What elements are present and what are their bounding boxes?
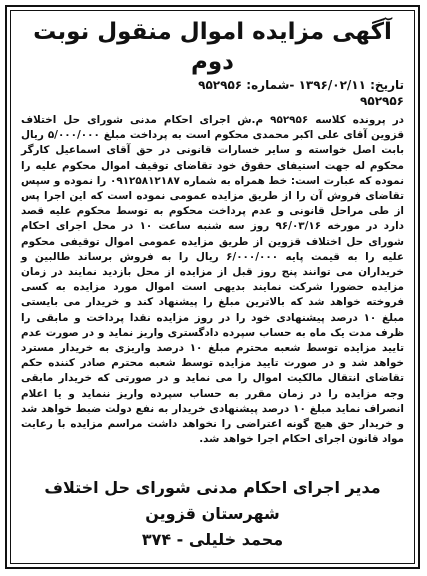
notice-body: در پرونده کلاسه ۹۵۲۹۵۶ م.ش اجرای احکام مدنی شورای حل اختلاف قزوین آقای علی اکبر محمدی محکوم است به پرداخت مبلغ ۵/۰۰۰/۰۰۰ ریال بابت اصل خواسته و سایر خسارات قانونی در حق آقای اسماعیل کارگر محکوم له جهت استیفای حقوق خود تقاضای توقیف اموال محکوم علیه را نموده که عبارت است: خط همراه به شماره ۰۹۱۲۵۸۱۲۱۸۷ را نموده و سپس تقاضای فروش آن را از طریق مزایده عمومی نموده است که این اجرا پس از طی مراحل قانونی و عدم پرداخت محکوم به توسط محکوم علیه قصد دارد در مورخه ۹۶/۰۳/۱۶ روز سه شنبه ساعت ۱۰ در محل اجرای احکام شورای حل اختلاف قزوین از طریق مزایده عمومی اموال توقیفی محکوم علیه را به قیمت پایه ۶/۰۰۰/۰۰۰ ریال را به فروش برساند طالبین و خریداران می توانند پنج روز قبل از مزایده از محل بازدید نمایند در زمان مزایده حضورا شرکت نمایند بدیهی است اموال مورد مزایده به کسی فروخته خواهد شد که بالاترین مبلغ را پیشنهاد کند و خریدار می بایستی مبلغ ۱۰ درصد پیشنهادی خود را در روز مزایده نقدا پرداخت و مابقی را ظرف مدت یک ماه به حساب سپرده دادگستری واریز نماید و در صورت عدم تایید مزایده توسط شعبه محترم مبلغ ۱۰ درصد واریزی به خریدار مسترد خواهد شد و در صورت تایید مزایده توسط شعبه محترم صادر کننده حکم تقاضای انتقال مالکیت اموال را می نماید و در صورتی که خریدار مابقی وجه مزایده را در زمان مقرر به حساب سپرده واریز ننماید و یا اعلام انصراف نماید مبلغ ۱۰ درصد پیشنهادی خریدار به نفع دولت ضبط خواهد شد و خریدار حق هیچ گونه اعتراضی را نخواهد داشت مراسم مزایده با رعایت مواد قانون اجرای احکام اجرا خواهد شد.	[21, 114, 405, 446]
notice-title: آگهی مزایده اموال منقول نوبت دوم	[33, 19, 392, 75]
notice-content	[11, 11, 414, 447]
notice-date-line: تاریخ: ۱۳۹۶/۰۲/۱۱ -شماره: ۹۵۲۹۵۶	[198, 78, 404, 92]
signature-block	[11, 475, 414, 553]
signature-title: مدیر اجرای احکام مدنی شورای حل اختلاف شهرستان قزوین	[44, 478, 381, 523]
signature-name: محمد خلیلی - ۳۷۴	[141, 530, 284, 549]
notice-number: ۹۵۲۹۵۶	[360, 94, 404, 108]
notice-inner-border	[10, 10, 415, 564]
notice-frame	[5, 5, 420, 569]
